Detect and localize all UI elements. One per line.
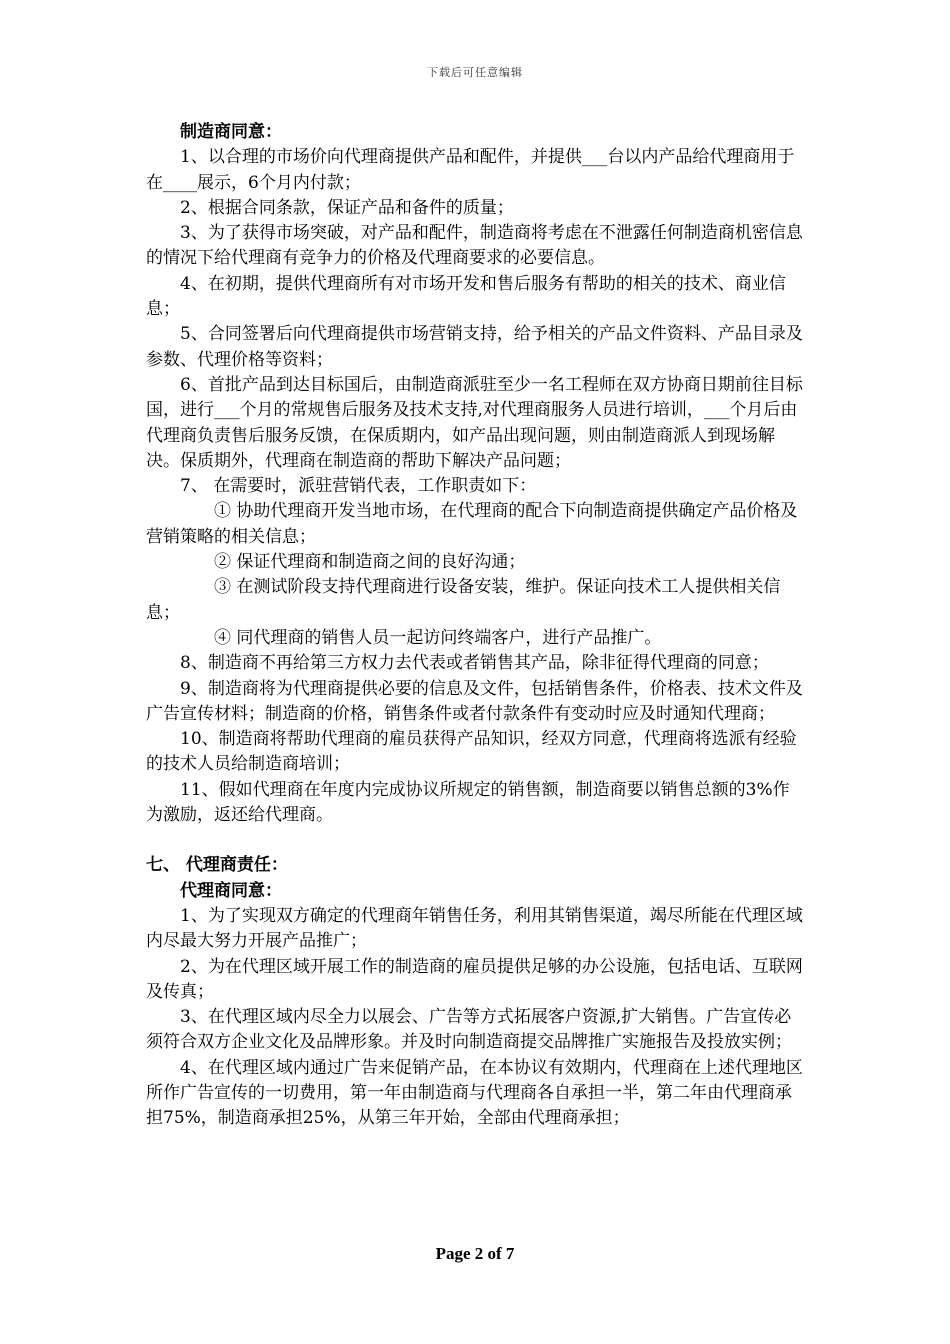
agent-heading: 代理商同意： (180, 880, 282, 901)
manufacturer-item-8: 8、制造商不再给第三方权力去代表或者销售其产品，除非征得代理商的同意； (180, 653, 769, 674)
document-body (146, 120, 804, 1132)
section-7-title: 七、 代理商责任： (146, 855, 288, 876)
agent-item-2: 2、为在代理区域开展工作的制造商的雇员提供足够的办公设施，包括电话、互联网及传真； (146, 956, 803, 1002)
manufacturer-item-2: 2、根据合同条款，保证产品和备件的质量； (180, 197, 514, 218)
manufacturer-subitem-2: ② 保证代理商和制造商之间的良好沟通； (214, 552, 526, 573)
agent-item-4: 4、在代理区域内通过广告来促销产品，在本协议有效期内，代理商在上述代理地区所作广告宣传的一切费用，第一年由制造商与代理商各自承担一半，第二年由代理商承担75%，制造商承担25%，从第三年开始，全部由代理商承担； (146, 1057, 803, 1129)
manufacturer-subitem-1: ① 协助代理商开发当地市场，在代理商的配合下向制造商提供确定产品价格及营销策略的相关信息； (146, 501, 798, 547)
manufacturer-item-11: 11、假如代理商在年度内完成协议所规定的销售额，制造商要以销售总额的3%作为激励，返还给代理商。 (146, 779, 790, 826)
manufacturer-item-1: 1、以合理的市场价向代理商提供产品和配件，并提供___台以内产品给代理商用于在____展示，6个月内付款； (146, 147, 795, 193)
manufacturer-item-3: 3、为了获得市场突破，对产品和配件，制造商将考虑在不泄露任何制造商机密信息的情况下给代理商有竞争力的价格及代理商要求的必要信息。 (146, 223, 803, 269)
manufacturer-heading: 制造商同意： (180, 122, 282, 142)
page-number: Page 2 of 7 (435, 1244, 515, 1263)
manufacturer-item-4: 4、在初期，提供代理商所有对市场开发和售后服务有帮助的相关的技术、商业信息； (146, 273, 786, 320)
page-header: 下载后可任意编辑 (427, 66, 523, 79)
manufacturer-subitem-3: ③ 在测试阶段支持代理商进行设备安装，维护。保证向技术工人提供相关信息； (146, 577, 781, 623)
manufacturer-item-10: 10、制造商将帮助代理商的雇员获得产品知识，经双方同意，代理商将选派有经验的技术人员给制造商培训； (146, 729, 797, 775)
manufacturer-subitem-4: ④ 同代理商的销售人员一起访问终端客户，进行产品推广。 (214, 627, 662, 648)
manufacturer-item-5: 5、合同签署后向代理商提供市场营销支持，给予相关的产品文件资料、产品目录及参数、代理价格等资料； (146, 324, 803, 370)
manufacturer-item-7: 7、 在需要时，派驻营销代表，工作职责如下： (180, 476, 537, 497)
manufacturer-item-9: 9、制造商将为代理商提供必要的信息及文件，包括销售条件，价格表、技术文件及广告宣传材料；制造商的价格，销售条件或者付款条件有变动时应及时通知代理商； (146, 678, 803, 724)
agent-item-1: 1、为了实现双方确定的代理商年销售任务，利用其销售渠道，竭尽所能在代理区域内尽最大努力开展产品推广； (146, 905, 803, 952)
manufacturer-item-6: 6、首批产品到达目标国后，由制造商派驻至少一名工程师在双方协商日期前往目标国，进行___个月的常规售后服务及技术支持,对代理商服务人员进行培训，___个月后由代理商负责售后服务反馈，在保质期内，如产品出现问题，则由制造商派人到现场解决。保质期外，代理商在制造商的帮助下解决产品问题； (146, 374, 803, 471)
section-spacer (146, 828, 804, 853)
agent-item-3: 3、在代理区域内尽全力以展会、广告等方式拓展客户资源,扩大销售。广告宣传必须符合双方企业文化及品牌形象。并及时向制造商提交品牌推广实施报告及投放实例； (146, 1007, 792, 1053)
